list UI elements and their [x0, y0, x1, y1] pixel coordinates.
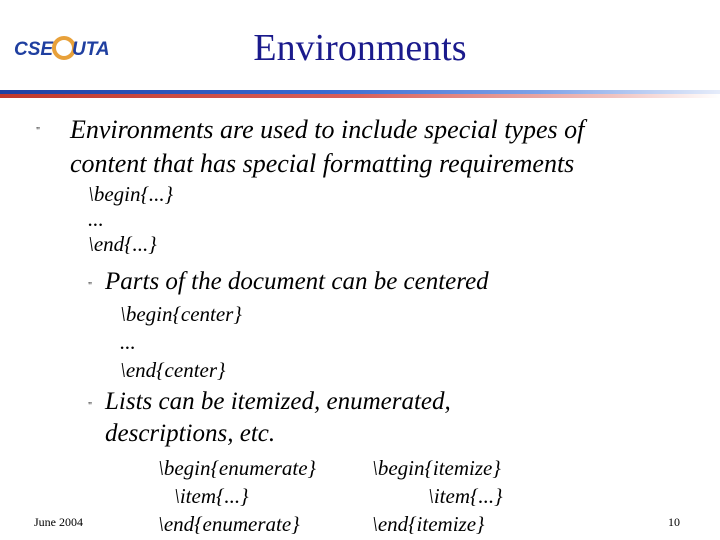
code-begin-itemize: \begin{itemize}: [372, 456, 501, 480]
code-begin-center: \begin{center}: [120, 302, 242, 326]
sub-bullet-lists-line-1: Lists can be itemized, enumerated,: [105, 388, 451, 415]
code-ellipsis-center: ...: [120, 330, 136, 354]
cse-uta-logo: [14, 34, 114, 62]
code-item-enumerate: \item{...}: [174, 484, 249, 508]
logo-graphic: [14, 34, 114, 62]
code-end-center: \end{center}: [120, 358, 226, 382]
logo-ring-icon: [54, 38, 74, 58]
logo-cse-text: CSE: [14, 39, 54, 60]
main-bullet-line-1: Environments are used to include special types of: [70, 115, 585, 144]
header-divider: [0, 90, 720, 98]
code-end-generic: \end{...}: [88, 232, 157, 256]
bullet-marker: ": [36, 126, 41, 137]
code-end-itemize: \end{itemize}: [372, 512, 485, 536]
footer-page-number: 10: [668, 515, 680, 529]
code-begin-generic: \begin{...}: [88, 182, 174, 206]
divider-red-stripe: [0, 94, 720, 98]
logo-uta-text: UTA: [72, 39, 110, 60]
code-end-enumerate: \end{enumerate}: [158, 512, 300, 536]
sub-bullet-marker: ": [88, 401, 93, 412]
code-ellipsis-generic: ...: [88, 207, 104, 231]
code-item-itemize: \item{...}: [428, 484, 503, 508]
footer-date: June 2004: [34, 515, 83, 529]
sub-bullet-centered: Parts of the document can be centered: [105, 268, 489, 295]
sub-bullet-lists-line-2: descriptions, etc.: [105, 420, 276, 447]
main-bullet-line-2: content that has special formatting requirements: [70, 149, 575, 178]
code-begin-enumerate: \begin{enumerate}: [158, 456, 316, 480]
sub-bullet-marker: ": [88, 281, 93, 292]
slide-title: Environments: [253, 27, 467, 69]
